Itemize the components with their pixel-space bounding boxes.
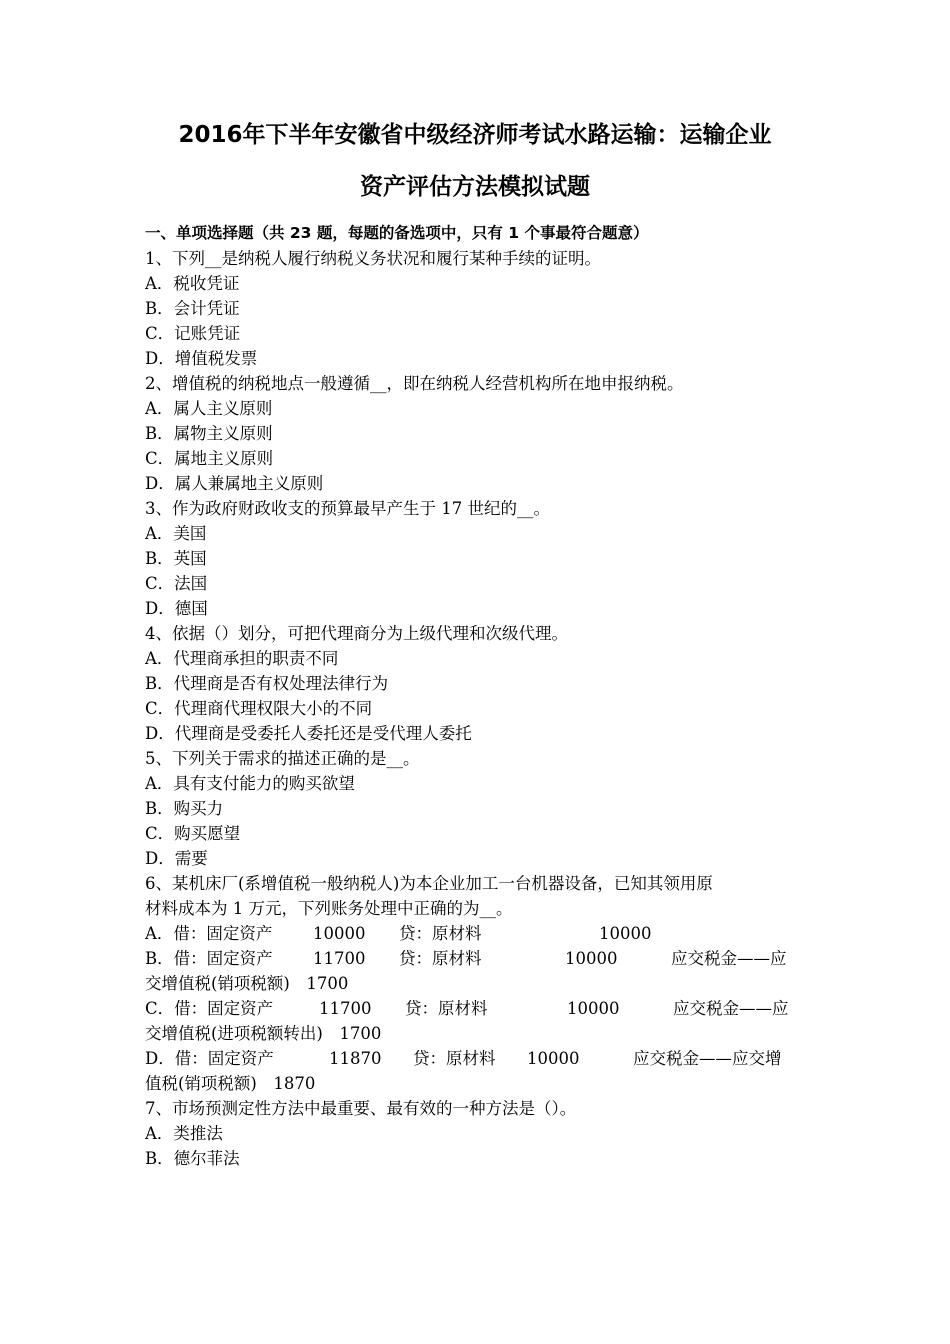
journal-tax-label: 应交税金——应: [671, 949, 787, 968]
journal-credit-label: 贷：原材料: [399, 949, 482, 968]
answer-option: A．美国: [145, 524, 207, 543]
answer-option-c: [145, 996, 810, 1021]
section-heading: 一、单项选择题（共 23 题，每题的备选项中，只有 1 个事最符合题意）: [145, 224, 649, 242]
journal-credit-label: 贷：原材料: [405, 999, 488, 1018]
answer-option: A．代理商承担的职责不同: [145, 649, 339, 668]
journal-debit-label: D．借：固定资产: [145, 1049, 274, 1068]
answer-option: A．具有支付能力的购买欲望: [145, 774, 355, 793]
journal-tax-label: 应交税金——应交增: [633, 1049, 782, 1068]
journal-credit-amount: 10000: [527, 1049, 580, 1068]
journal-credit-label: 贷：原材料: [413, 1049, 496, 1068]
journal-debit-label: C．借：固定资产: [145, 999, 274, 1018]
answer-option: A．税收凭证: [145, 274, 240, 293]
answer-option: B．德尔菲法: [145, 1149, 240, 1168]
answer-option: C．代理商代理权限大小的不同: [145, 699, 373, 718]
journal-debit-label: A．借：固定资产: [145, 924, 273, 943]
answer-option: B．购买力: [145, 799, 224, 818]
answer-option: D．需要: [145, 849, 208, 868]
answer-option: D．代理商是受委托人委托还是受代理人委托: [145, 724, 472, 743]
answer-option-d-continued: 值税(销项税额) 1870: [145, 1074, 316, 1093]
answer-option: C．记账凭证: [145, 324, 241, 343]
answer-option: B．会计凭证: [145, 299, 240, 318]
answer-option: D．属人兼属地主义原则: [145, 474, 324, 493]
document-title-line-2: 资产评估方法模拟试题: [360, 174, 590, 200]
question-stem: 5、下列关于需求的描述正确的是__。: [145, 749, 420, 768]
journal-credit-label: 贷：原材料: [399, 924, 482, 943]
answer-option-d: [145, 1046, 810, 1071]
question-stem-line-2: 材料成本为 1 万元，下列账务处理中正确的为__。: [145, 899, 513, 918]
journal-tax-label: 应交税金——应: [673, 999, 789, 1018]
journal-credit-amount: 10000: [567, 999, 620, 1018]
journal-debit-amount: 10000: [313, 924, 366, 943]
answer-option: C．属地主义原则: [145, 449, 274, 468]
answer-option: D．增值税发票: [145, 349, 258, 368]
journal-debit-amount: 11700: [313, 949, 366, 968]
answer-option-b: [145, 946, 810, 971]
question-stem-line-1: 6、某机床厂(系增值税一般纳税人)为本企业加工一台机器设备，已知其领用原: [145, 874, 713, 893]
question-stem: 4、依据（）划分，可把代理商分为上级代理和次级代理。: [145, 624, 568, 643]
journal-credit-amount: 10000: [599, 924, 652, 943]
answer-option: B．代理商是否有权处理法律行为: [145, 674, 389, 693]
answer-option: C．法国: [145, 574, 208, 593]
document-title-line-1: 2016年下半年安徽省中级经济师考试水路运输：运输企业: [178, 122, 772, 148]
answer-option-b-continued: 交增值税(销项税额) 1700: [145, 974, 349, 993]
answer-option-c-continued: 交增值税(进项税额转出) 1700: [145, 1024, 382, 1043]
journal-debit-label: B．借：固定资产: [145, 949, 273, 968]
question-list: [145, 221, 810, 1171]
question-stem: 2、增值税的纳税地点一般遵循__，即在纳税人经营机构所在地申报纳税。: [145, 374, 684, 393]
journal-debit-amount: 11870: [329, 1049, 382, 1068]
answer-option: C．购买愿望: [145, 824, 241, 843]
answer-option: A．属人主义原则: [145, 399, 273, 418]
question-stem: 7、市场预测定性方法中最重要、最有效的一种方法是（）。: [145, 1099, 577, 1118]
answer-option: B．英国: [145, 549, 207, 568]
answer-option: D．德国: [145, 599, 208, 618]
question-stem: 3、作为政府财政收支的预算最早产生于 17 世纪的__。: [145, 499, 550, 518]
answer-option: A．类推法: [145, 1124, 223, 1143]
journal-debit-amount: 11700: [319, 999, 372, 1018]
answer-option: B．属物主义原则: [145, 424, 273, 443]
question-stem: 1、下列__是纳税人履行纳税义务状况和履行某种手续的证明。: [145, 249, 601, 268]
journal-credit-amount: 10000: [565, 949, 618, 968]
answer-option-a: [145, 921, 810, 946]
